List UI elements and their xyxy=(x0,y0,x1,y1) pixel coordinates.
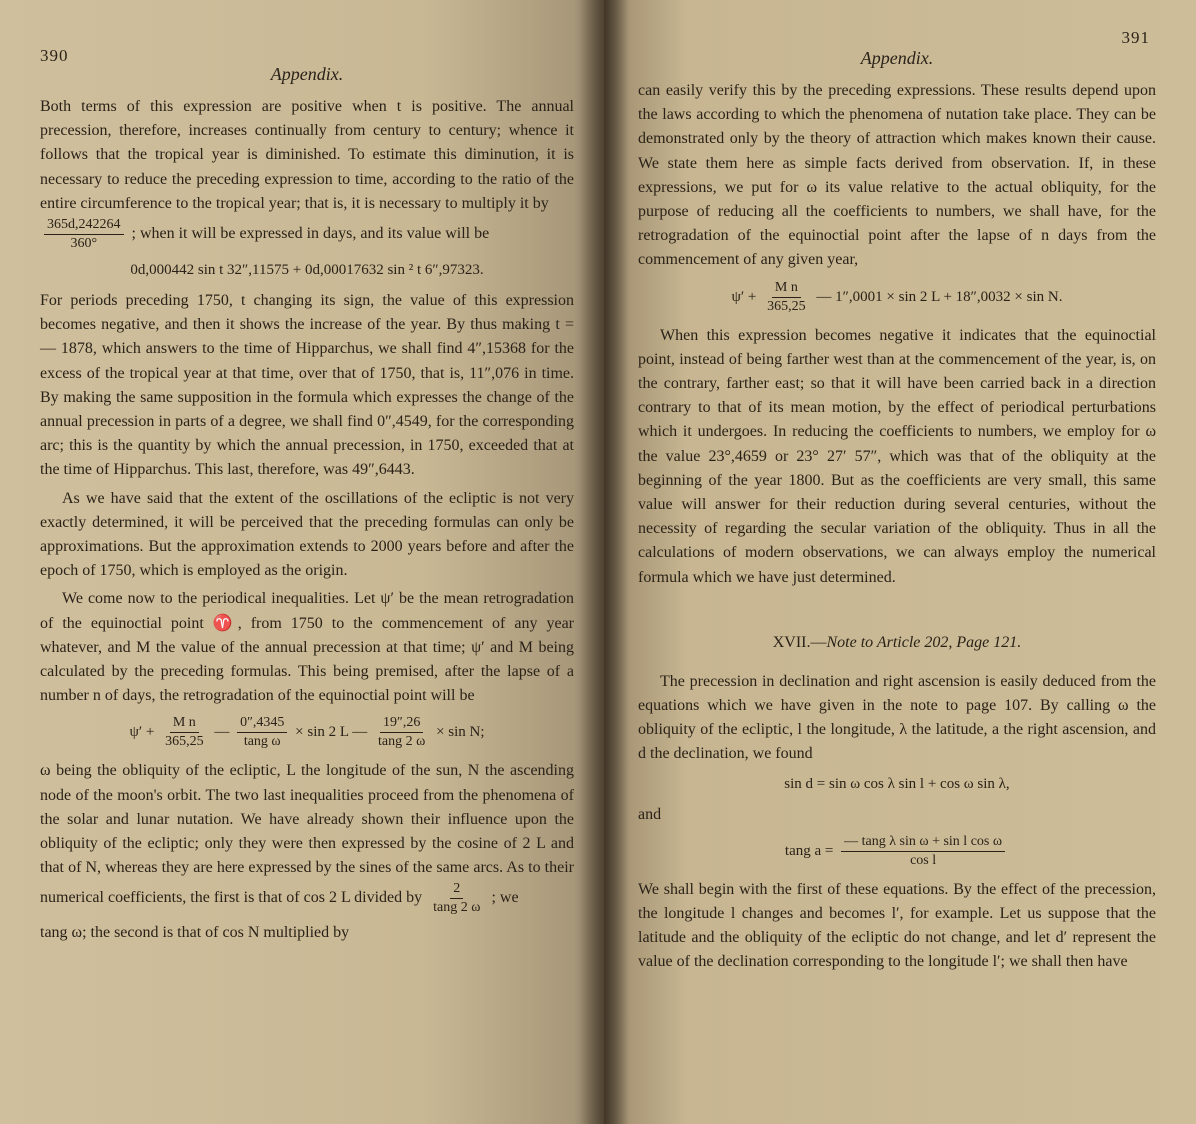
paragraph: can easily verify this by the preceding expressions. These results depend upon the laws according to which the phenomena of nutation take place. They can be demonstrated only by the theory of attraction which makes known their cause. We state them here as simple facts derived from observation. If, in these expressions, we put for ω its value relative to the actual obliquity, for the purpose of reducing all the coefficients to numbers, we shall have, for the retrogradation of the equinoctial point after the lapse of n days from the commencement of any given year, xyxy=(638,82,1156,269)
paragraph: As we have said that the extent of the oscillations of the ecliptic is not very exactly determined, it will be perceived that the preceding formulas can only be approximations. But the approximation extends to 2000 years before and after the epoch of 1750, which is employed as the origin. xyxy=(40,489,574,580)
connector-word: and xyxy=(638,805,662,823)
fraction: $\frac{365d,242264}{360^\circ}$ xyxy=(44,216,124,253)
formula: ψ′ + $\frac{\text{M n}}{365,25}$ — $\frac{0'',4345}{\text{tang ω}}$ × sin 2 L — $\frac{19'',26}{\tan g 2 \omega}$ × sin N; xyxy=(129,715,485,750)
formula: ψ′ + $\frac{\text{M n}}{365,25}$ — 1″,0001 × sin 2 L + 18″,0032 × sin N. xyxy=(731,279,1063,314)
paragraph: tang ω; the second is that of cos N multiplied by xyxy=(40,924,350,942)
paragraph: For periods preceding 1750, t changing its sign, the value of this expression becomes negative, and then it shows the increase of the year. By thus making t = — 1878, which answers to the time of Hipparchus, we shall find 4″,15368 for the excess of the tropical year at that time, over that of 1750, that is, 11″,076 in time. By making the same supposition in the formula which expresses the change of the annual precession in parts of a degree, we shall find 0″,4549, for the corresponding arc; this is the quantity by which the annual precession, in 1750, exceeded that at the time of Hipparchus. This last, therefore, was 49″,6443. xyxy=(40,292,574,479)
gutter-shadow xyxy=(580,0,604,1124)
page-number: 390 xyxy=(40,46,69,65)
formula: 0d,000442 sin t 32″,11575 + 0d,00017632 sin ² t 6″,97323. xyxy=(130,262,484,279)
section-heading: XVII.—Note to Article 202, Page 121. xyxy=(772,633,1022,651)
paragraph: We come now to the periodical inequalities. Let ψ′ be the mean retrogradation of the equinoctial point ♈, from 1750 to the commencement of any year whatever, and M the value of the annual precession at that time; ψ′ and M being calculated by the preceding formulas. This being premised, after the lapse of a number n of days, the retrogradation of the equinoctial point will be xyxy=(40,590,574,705)
paragraph: When this expression becomes negative it indicates that the equinoctial point, instead of being farther west than at the commencement of the year, is, on the contrary, farther east; so that it will have been carried back in a direction contrary to that of its mean motion, by the effect of periodical perturbations which it undergoes. In reducing the coefficients to numbers, we employ for ω the value 23°,4659 or 23° 27′ 57″, which was that of the obliquity at the beginning of the year 1800. But as the coefficients are very small, this same value will answer for their reduction during several centuries, without the necessity of regarding the secular variation of the obliquity. Thus in all the calculations of modern observations, we can always employ the numerical formula which we have just determined. xyxy=(638,326,1156,586)
formula: sin d = sin ω cos λ sin l + cos ω sin λ, xyxy=(784,775,1010,792)
gutter-shadow xyxy=(604,0,630,1124)
running-head: Appendix. xyxy=(270,64,344,84)
page-number: 391 xyxy=(1121,28,1150,47)
right-page xyxy=(604,0,1196,1124)
paragraph: ω being the obliquity of the ecliptic, L the longitude of the sun, N the ascending node of the moon's orbit. The two last inequalities proceed from the phenomena of the solar and lunar nutation. We have already shown their influence upon the obliquity of the ecliptic; only they were then expressed by the cosine of 2 L and that of N, whereas they are here expressed by the sines of the same arcs. As to their numerical coefficients, the first is that of cos 2 L divided by $\frac{2}{\tan g 2 \omega}$ ; we xyxy=(40,762,574,916)
paragraph: The precession in declination and right ascension is easily deduced from the equations which we have given in the note to page 107. By calling ω the obliquity of the ecliptic, l the longitude, λ the latitude, a the right ascension, and d the declination, we found xyxy=(638,672,1156,763)
paragraph: Both terms of this expression are positive when t is positive. The annual precession, therefore, increases continually from century to century; whence it follows that the tropical year is diminished. To estimate this diminution, it is necessary to reduce the preceding expression to time, according to the ratio of the entire circumference to the tropical year; that is, it is necessary to multiply it by $\frac{365d,242264}{360^\circ}$ ; when it will be expressed in days, and its value will be xyxy=(40,98,574,252)
paragraph: We shall begin with the first of these equations. By the effect of the precession, the longitude l changes and becomes l′, for example. Let us suppose that the latitude and the obliquity of the ecliptic do not change, and let d′ represent the value of the declination corresponding to the longitude l′; we shall then have xyxy=(638,880,1156,971)
formula: tang a = $\frac{\text{— tang λ sin ω + sin l cos ω}}{\text{cos l}}$ xyxy=(638,833,1156,870)
running-head: Appendix. xyxy=(860,48,934,68)
